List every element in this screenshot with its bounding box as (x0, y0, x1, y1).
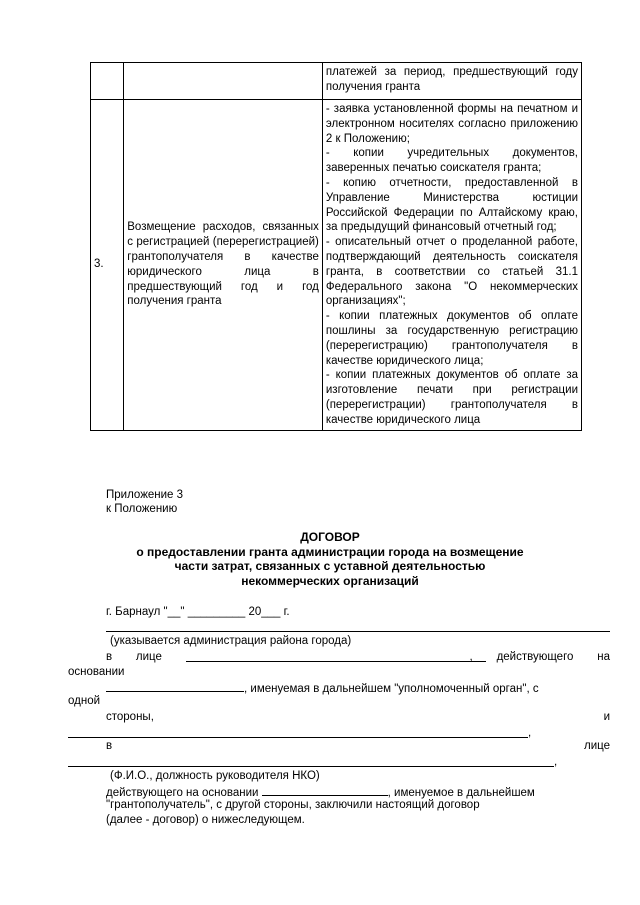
hereinafter-line (106, 680, 610, 696)
doc-item: - копии учредительных документов, заверенных печатью соискателя гранта; (325, 147, 578, 175)
in-litse-line (106, 739, 610, 753)
expense-name: Возмещение расходов, связанных с регистрацией (перерегистрацией) грантополучателя в качестве юридического лица в предшествующий год и год получения гранта (124, 100, 323, 431)
required-documents (322, 100, 581, 431)
org-blank-line (68, 737, 528, 738)
word: на (597, 651, 610, 663)
title-subline: о предоставлении гранта администрации города на возмещение (136, 544, 524, 559)
table-cell-num (91, 63, 124, 100)
admin-blank-line (106, 631, 610, 632)
appendix-line: Приложение 3 (106, 489, 184, 501)
hereinafter-2-text: , именуемое в дальнейшем (387, 787, 535, 799)
doc-item: - копии платежных документов об оплате за изготовление печати при регистрации (перерегистрации) грантополучателя в качестве юридического лица (325, 369, 578, 426)
word: стороны, (106, 711, 154, 723)
place-date: г. Барнаул "__" _________ 20___ г. (106, 606, 290, 618)
one-word: одной (68, 695, 101, 707)
table-cell-docs: платежей за период, предшествующий году получения гранта (322, 63, 581, 100)
appendix-line: к Положению (106, 503, 178, 515)
closing-line: (далее - договор) о нижеследующем. (106, 814, 305, 826)
requirements-table (90, 62, 582, 431)
head-blank-line (68, 766, 554, 767)
appendix-label (106, 488, 183, 516)
table-cell-name (124, 63, 323, 100)
basis-blank (106, 680, 244, 692)
contract-title (120, 530, 540, 588)
recipient-line: "грантополучатель", с другой стороны, заключили настоящий договор (106, 799, 480, 811)
word: действующего (496, 651, 574, 663)
doc-item: - описательный отчет о проделанной работе, подтверждающий деятельность соискателя гранта, в соответствии со статьей 31.1 Федерального закона "О некоммерческих организациях"; (325, 236, 578, 308)
word: и (603, 711, 610, 723)
in-person-line: в лице , действующего на (106, 651, 610, 663)
document-page: платежей за период, предшествующий году получения гранта 3. Возмещение расходов, связанных с регистрацией (перерегистрацией) грантополучателя в качестве юридического лица в предшествующий год и год получения гранта - заявка установленной формы на печатном и электронном носителях согласно приложению 2 к Положению; - копии учредительных документов, заверенных печатью соискателя гранта; - копию отчетности, предоставленной в Управление Министерства юстиции Российской Федерации по Алтайскому краю, за предыдущий финансовый отчетный год; - описательный отчет о проделанной работе, подтверждающий деятельность соискателя гранта, в соответствии со статьей 31.1 Федерального закона "О некоммерческих организациях"; - копии платежных документов об оплате пошлины за государственную регистрацию (перерегистрацию) грантополучателя в качестве юридического лица; - копии платежных документов об оплате за изготовление печати при регистрации (перерегистрации) грантополучателя в качестве юридического лица Приложение 3 к Положению ДОГОВОР о предоставлении гранта администрации города на возмещение части затрат, связанных с уставной деятельностью некоммерческих организаций г. Барнаул "__" _________ 20___ г. (указывается администрация района города) в лице , действующего на основании , именуемая в дальнейшем "уполномоченный орган", с одной стороны, и , в лице , (Ф.И.О., должность руководителя НКО) действующего на основании , именуемое в дальнейшем "грантополучатель", с другой стороны, заключили настоящий договор (далее - договор) о нижеследующем. (0, 0, 640, 905)
table-row (91, 63, 582, 100)
title-heading: ДОГОВОР (300, 530, 360, 544)
word: в (106, 740, 113, 752)
row-number: 3. (91, 100, 124, 431)
side-line (106, 710, 610, 724)
doc-item: - копию отчетности, предоставленной в Управление Министерства юстиции Российской Федерации по Алтайскому краю, за предыдущий финансовый отчетный год; (325, 176, 578, 234)
word: в (106, 651, 113, 663)
fio-hint: (Ф.И.О., должность руководителя НКО) (110, 770, 320, 782)
hereinafter-text: , именуемая в дальнейшем "уполномоченный орган", с (244, 683, 539, 695)
word: лице (135, 651, 162, 663)
word: лице (584, 740, 610, 752)
basis-word: основании (68, 666, 125, 678)
title-subline: некоммерческих организаций (241, 573, 419, 588)
doc-item: - копии платежных документов об оплате пошлины за государственную регистрацию (перерегистрацию) грантополучателя в качестве юридического лица; (325, 310, 578, 367)
basis-doc-blank (262, 784, 388, 796)
title-subline: части затрат, связанных с уставной деятельностью (174, 559, 486, 573)
admin-hint: (указывается администрация района города) (110, 635, 352, 647)
table-row (91, 100, 582, 431)
doc-item: - заявка установленной формы на печатном и электронном носителях согласно приложению 2 к Положению; (325, 103, 578, 145)
name-blank (186, 650, 486, 662)
acting-basis-text: действующего на основании (106, 787, 259, 799)
